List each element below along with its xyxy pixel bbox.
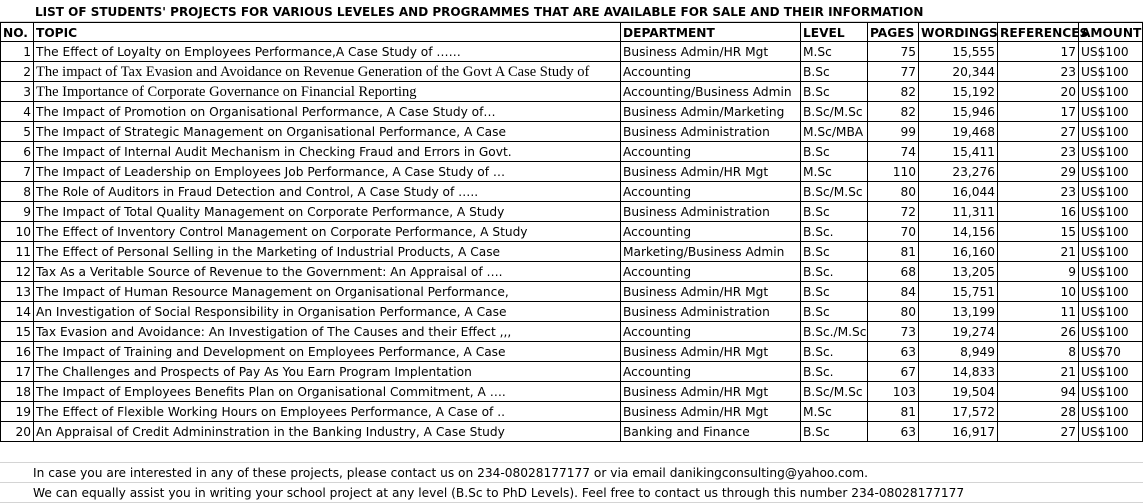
topic-cell[interactable]: The Impact of Total Quality Management on Corporate Performance, A Study [33, 202, 620, 222]
row-number[interactable]: 16 [0, 342, 33, 362]
sheet-title[interactable]: LIST OF STUDENTS' PROJECTS FOR VARIOUS LEVELES AND PROGRAMMES THAT ARE AVAILABLE FOR SALE AND THEIR INFORMATION [35, 5, 924, 19]
header-wordings[interactable]: WORDINGS [918, 22, 997, 42]
references-cell[interactable]: 16 [997, 202, 1078, 222]
references-cell[interactable]: 17 [997, 42, 1078, 62]
table-row [0, 102, 1143, 122]
amount-cell[interactable]: US$100 [1078, 322, 1143, 342]
wordings-cell[interactable]: 20,344 [918, 62, 997, 82]
topic-cell[interactable]: The Effect of Personal Selling in the Marketing of Industrial Products, A Case [33, 242, 620, 262]
references-cell[interactable]: 27 [997, 122, 1078, 142]
department-cell[interactable]: Business Administration [620, 302, 800, 322]
table-row [0, 202, 1143, 222]
table-row [0, 222, 1143, 242]
references-cell[interactable]: 29 [997, 162, 1078, 182]
department-cell[interactable]: Accounting [620, 142, 800, 162]
department-cell[interactable]: Accounting [620, 62, 800, 82]
wordings-cell[interactable]: 15,192 [918, 82, 997, 102]
amount-cell[interactable]: US$100 [1078, 222, 1143, 242]
references-cell[interactable]: 10 [997, 282, 1078, 302]
level-cell[interactable]: M.Sc [800, 162, 867, 182]
level-cell[interactable]: M.Sc [800, 42, 867, 62]
topic-cell[interactable]: The Impact of Strategic Management on Organisational Performance, A Case [33, 122, 620, 142]
wordings-cell[interactable]: 14,833 [918, 362, 997, 382]
pages-cell[interactable]: 82 [867, 82, 918, 102]
amount-cell[interactable]: US$100 [1078, 182, 1143, 202]
amount-cell[interactable]: US$100 [1078, 402, 1143, 422]
wordings-cell[interactable]: 13,199 [918, 302, 997, 322]
table-row [0, 382, 1143, 402]
department-cell[interactable]: Accounting [620, 262, 800, 282]
row-number[interactable]: 17 [0, 362, 33, 382]
wordings-cell[interactable]: 11,311 [918, 202, 997, 222]
wordings-cell[interactable]: 19,274 [918, 322, 997, 342]
pages-cell[interactable]: 84 [867, 282, 918, 302]
level-cell[interactable]: B.Sc/M.Sc [800, 102, 867, 122]
table-row [0, 322, 1143, 342]
table-row [0, 422, 1143, 442]
pages-cell[interactable]: 72 [867, 202, 918, 222]
table-row [0, 342, 1143, 362]
wordings-cell[interactable]: 14,156 [918, 222, 997, 242]
wordings-cell[interactable]: 15,555 [918, 42, 997, 62]
department-cell[interactable]: Marketing/Business Admin [620, 242, 800, 262]
amount-cell[interactable]: US$100 [1078, 242, 1143, 262]
row-number[interactable]: 3 [0, 82, 33, 102]
department-cell[interactable]: Accounting [620, 222, 800, 242]
wordings-cell[interactable]: 19,468 [918, 122, 997, 142]
row-number[interactable]: 20 [0, 422, 33, 442]
wordings-cell[interactable]: 16,160 [918, 242, 997, 262]
table-row [0, 362, 1143, 382]
level-cell[interactable]: M.Sc/MBA [800, 122, 867, 142]
wordings-cell[interactable]: 16,917 [918, 422, 997, 442]
row-number[interactable]: 7 [0, 162, 33, 182]
level-cell[interactable]: B.Sc/M.Sc [800, 182, 867, 202]
row-number[interactable]: 13 [0, 282, 33, 302]
level-cell[interactable]: B.Sc. [800, 342, 867, 362]
pages-cell[interactable]: 81 [867, 242, 918, 262]
references-cell[interactable]: 9 [997, 262, 1078, 282]
row-number[interactable]: 2 [0, 62, 33, 82]
table-row [0, 282, 1143, 302]
row-number[interactable]: 4 [0, 102, 33, 122]
topic-cell[interactable]: An Investigation of Social Responsibility in Organisation Performance, A Case [33, 302, 620, 322]
level-cell[interactable]: B.Sc. [800, 222, 867, 242]
references-cell[interactable]: 21 [997, 362, 1078, 382]
level-cell[interactable]: B.Sc [800, 62, 867, 82]
topic-cell[interactable]: The Impact of Internal Audit Mechanism in Checking Fraud and Errors in Govt. [33, 142, 620, 162]
amount-cell[interactable]: US$100 [1078, 262, 1143, 282]
wordings-cell[interactable]: 23,276 [918, 162, 997, 182]
table-row [0, 142, 1143, 162]
header-topic[interactable]: TOPIC [33, 22, 620, 42]
topic-cell[interactable]: The Effect of Loyalty on Employees Performance,A Case Study of …… [33, 42, 620, 62]
level-cell[interactable]: B.Sc [800, 282, 867, 302]
department-cell[interactable]: Business Admin/HR Mgt [620, 382, 800, 402]
references-cell[interactable]: 94 [997, 382, 1078, 402]
amount-cell[interactable]: US$100 [1078, 102, 1143, 122]
amount-cell[interactable]: US$100 [1078, 62, 1143, 82]
level-cell[interactable]: B.Sc [800, 142, 867, 162]
department-cell[interactable]: Business Admin/HR Mgt [620, 282, 800, 302]
table-row [0, 162, 1143, 182]
references-cell[interactable]: 15 [997, 222, 1078, 242]
topic-cell[interactable]: Tax As a Veritable Source of Revenue to the Government: An Appraisal of …. [33, 262, 620, 282]
wordings-cell[interactable]: 13,205 [918, 262, 997, 282]
pages-cell[interactable]: 82 [867, 102, 918, 122]
wordings-cell[interactable]: 8,949 [918, 342, 997, 362]
wordings-cell[interactable]: 17,572 [918, 402, 997, 422]
pages-cell[interactable]: 68 [867, 262, 918, 282]
pages-cell[interactable]: 77 [867, 62, 918, 82]
table-row [0, 82, 1143, 102]
amount-cell[interactable]: US$100 [1078, 382, 1143, 402]
pages-cell[interactable]: 80 [867, 182, 918, 202]
topic-cell[interactable]: The Challenges and Prospects of Pay As You Earn Program Implentation [33, 362, 620, 382]
references-cell[interactable]: 20 [997, 82, 1078, 102]
references-cell[interactable]: 11 [997, 302, 1078, 322]
department-cell[interactable]: Business Admin/HR Mgt [620, 42, 800, 62]
level-cell[interactable]: B.Sc. [800, 362, 867, 382]
level-cell[interactable]: B.Sc [800, 422, 867, 442]
level-cell[interactable]: B.Sc [800, 302, 867, 322]
header-references[interactable]: REFERENCES [997, 22, 1078, 42]
table-row [0, 122, 1143, 142]
department-cell[interactable]: Business Administration [620, 202, 800, 222]
topic-cell[interactable]: The Impact of Human Resource Management on Organisational Performance, [33, 282, 620, 302]
row-number[interactable]: 11 [0, 242, 33, 262]
amount-cell[interactable]: US$100 [1078, 142, 1143, 162]
references-cell[interactable]: 23 [997, 142, 1078, 162]
row-number[interactable]: 19 [0, 402, 33, 422]
level-cell[interactable]: M.Sc [800, 402, 867, 422]
pages-cell[interactable]: 70 [867, 222, 918, 242]
table-row [0, 242, 1143, 262]
table-row [0, 42, 1143, 62]
level-cell[interactable]: B.Sc/M.Sc [800, 382, 867, 402]
row-number[interactable]: 6 [0, 142, 33, 162]
amount-cell[interactable]: US$100 [1078, 422, 1143, 442]
pages-cell[interactable]: 99 [867, 122, 918, 142]
level-cell[interactable]: B.Sc [800, 82, 867, 102]
amount-cell[interactable]: US$70 [1078, 342, 1143, 362]
department-cell[interactable]: Accounting/Business Admin [620, 82, 800, 102]
table-row [0, 302, 1143, 322]
department-cell[interactable]: Accounting [620, 322, 800, 342]
pages-cell[interactable]: 81 [867, 402, 918, 422]
amount-cell[interactable]: US$100 [1078, 122, 1143, 142]
references-cell[interactable]: 21 [997, 242, 1078, 262]
pages-cell[interactable]: 73 [867, 322, 918, 342]
topic-cell[interactable]: An Appraisal of Credit Admininstration in the Banking Industry, A Case Study [33, 422, 620, 442]
amount-cell[interactable]: US$100 [1078, 202, 1143, 222]
row-number[interactable]: 12 [0, 262, 33, 282]
pages-cell[interactable]: 80 [867, 302, 918, 322]
references-cell[interactable]: 23 [997, 62, 1078, 82]
topic-cell[interactable]: Tax Evasion and Avoidance: An Investigation of The Causes and their Effect ,,, [33, 322, 620, 342]
level-cell[interactable]: B.Sc [800, 242, 867, 262]
department-cell[interactable]: Accounting [620, 182, 800, 202]
title-row [0, 2, 1143, 22]
amount-cell[interactable]: US$100 [1078, 302, 1143, 322]
topic-cell[interactable]: The Impact of Leadership on Employees Job Performance, A Case Study of … [33, 162, 620, 182]
amount-cell[interactable]: US$100 [1078, 362, 1143, 382]
topic-cell[interactable]: The Impact of Promotion on Organisational Performance, A Case Study of… [33, 102, 620, 122]
topic-cell[interactable]: The Effect of Flexible Working Hours on Employees Performance, A Case of .. [33, 402, 620, 422]
level-cell[interactable]: B.Sc. [800, 262, 867, 282]
assist-note[interactable]: We can equally assist you in writing your school project at any level (B.Sc to PhD Levels). Feel free to contact us through this number 234-08028177177 [33, 486, 965, 500]
topic-cell[interactable]: The Role of Auditors in Fraud Detection and Control, A Case Study of ….. [33, 182, 620, 202]
level-cell[interactable]: B.Sc [800, 202, 867, 222]
amount-cell[interactable]: US$100 [1078, 82, 1143, 102]
amount-cell[interactable]: US$100 [1078, 162, 1143, 182]
row-number[interactable]: 18 [0, 382, 33, 402]
wordings-cell[interactable]: 15,946 [918, 102, 997, 122]
department-cell[interactable]: Business Admin/HR Mgt [620, 342, 800, 362]
pages-cell[interactable]: 67 [867, 362, 918, 382]
wordings-cell[interactable]: 19,504 [918, 382, 997, 402]
references-cell[interactable]: 8 [997, 342, 1078, 362]
row-number[interactable]: 14 [0, 302, 33, 322]
blank-row [0, 443, 1143, 463]
department-cell[interactable]: Banking and Finance [620, 422, 800, 442]
table-row [0, 262, 1143, 282]
pages-cell[interactable]: 63 [867, 422, 918, 442]
header-row [0, 22, 1143, 42]
pages-cell[interactable]: 110 [867, 162, 918, 182]
department-cell[interactable]: Business Administration [620, 122, 800, 142]
table-row [0, 62, 1143, 82]
note-row-2 [0, 483, 1143, 503]
row-number[interactable]: 1 [0, 42, 33, 62]
pages-cell[interactable]: 63 [867, 342, 918, 362]
amount-cell[interactable]: US$100 [1078, 42, 1143, 62]
pages-cell[interactable]: 75 [867, 42, 918, 62]
department-cell[interactable]: Business Admin/HR Mgt [620, 162, 800, 182]
references-cell[interactable]: 28 [997, 402, 1078, 422]
wordings-cell[interactable]: 16,044 [918, 182, 997, 202]
topic-cell[interactable]: The Effect of Inventory Control Management on Corporate Performance, A Study [33, 222, 620, 242]
amount-cell[interactable]: US$100 [1078, 282, 1143, 302]
pages-cell[interactable]: 103 [867, 382, 918, 402]
department-cell[interactable]: Accounting [620, 362, 800, 382]
row-number[interactable]: 15 [0, 322, 33, 342]
wordings-cell[interactable]: 15,411 [918, 142, 997, 162]
header-department[interactable]: DEPARTMENT [620, 22, 800, 42]
row-number[interactable]: 9 [0, 202, 33, 222]
contact-note[interactable]: In case you are interested in any of these projects, please contact us on 234-08028177177 or via email danikingconsulting@yahoo.com. [33, 466, 868, 480]
topic-cell[interactable]: The Importance of Corporate Governance on Financial Reporting [33, 82, 620, 102]
note-row-1 [0, 463, 1143, 483]
row-number[interactable]: 5 [0, 122, 33, 142]
row-number[interactable]: 10 [0, 222, 33, 242]
topic-cell[interactable]: The impact of Tax Evasion and Avoidance on Revenue Generation of the Govt A Case Study of [33, 62, 620, 82]
level-cell[interactable]: B.Sc./M.Sc [800, 322, 867, 342]
references-cell[interactable]: 27 [997, 422, 1078, 442]
header-level[interactable]: LEVEL [800, 22, 867, 42]
references-cell[interactable]: 17 [997, 102, 1078, 122]
references-cell[interactable]: 23 [997, 182, 1078, 202]
table-row [0, 182, 1143, 202]
row-number[interactable]: 8 [0, 182, 33, 202]
department-cell[interactable]: Business Admin/HR Mgt [620, 402, 800, 422]
topic-cell[interactable]: The Impact of Employees Benefits Plan on Organisational Commitment, A …. [33, 382, 620, 402]
topic-cell[interactable]: The Impact of Training and Development on Employees Performance, A Case [33, 342, 620, 362]
department-cell[interactable]: Business Admin/Marketing [620, 102, 800, 122]
wordings-cell[interactable]: 15,751 [918, 282, 997, 302]
header-pages[interactable]: PAGES [867, 22, 918, 42]
pages-cell[interactable]: 74 [867, 142, 918, 162]
references-cell[interactable]: 26 [997, 322, 1078, 342]
header-amount[interactable]: AMOUNT [1078, 22, 1143, 42]
table-row [0, 402, 1143, 422]
header-no[interactable]: NO. [0, 22, 33, 42]
